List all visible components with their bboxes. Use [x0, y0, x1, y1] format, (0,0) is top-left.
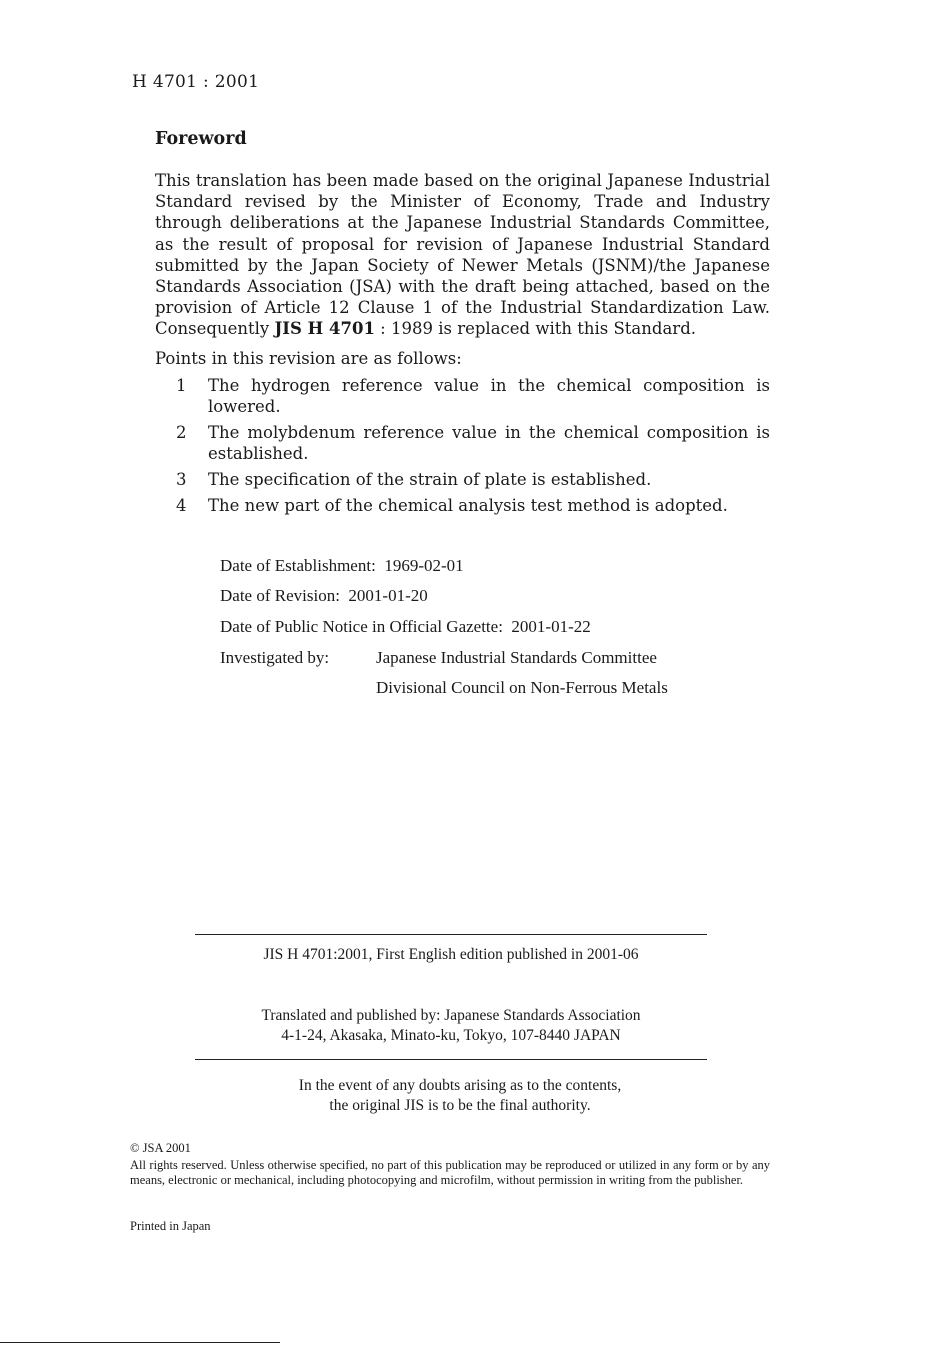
revision-label: Date of Revision:	[220, 586, 340, 605]
investigated-by-committee: Japanese Industrial Standards Committee	[376, 648, 657, 667]
edition-line: JIS H 4701:2001, First English edition published in 2001-06	[263, 946, 639, 963]
notice-value: 2001-01-22	[511, 617, 591, 636]
revision-point-text: The specification of the strain of plate is established.	[208, 470, 652, 489]
authority-note-line1: In the event of any doubts arising as to the contents,	[298, 1077, 622, 1094]
revision-point	[176, 423, 770, 464]
document-code: H 4701 : 2001	[132, 72, 260, 92]
revision-point-number: 1	[176, 376, 187, 395]
points-intro: Points in this revision are as follows:	[155, 349, 462, 368]
revision-value: 2001-01-20	[348, 586, 428, 605]
revision-point-number: 3	[176, 470, 187, 489]
foreword-paragraph-start: This translation has been made based on the original Japanese Industrial Standard revised by the Minister of Economy, Trade and Industry through deliberations at the Japanese Industrial Standards Committee, as the result of proposal for revision of Japanese Industrial Standard submitted by the Japan Society of Newer Metals (JSNM)/the Japanese Standards Association (JSA) with the draft being attached, based on the provision of Article 12 Clause 1 of the Industrial Standardization Law. Consequently	[155, 171, 770, 339]
copyright-rights: All rights reserved. Unless otherwise specified, no part of this publication may be reproduced or utilized in any form or by any means, electronic or mechanical, including photocopying and microfilm, without permission in writing from the publisher.	[130, 1158, 770, 1188]
authority-note-line2: the original JIS is to be the final authority.	[329, 1097, 591, 1114]
foreword-paragraph	[155, 170, 770, 340]
establishment-date	[220, 556, 464, 576]
revision-point-text: The new part of the chemical analysis test method is adopted.	[208, 496, 728, 515]
middle-divider	[195, 1059, 707, 1060]
publisher-address: 4-1-24, Akasaka, Minato-ku, Tokyo, 107-8440 JAPAN	[281, 1027, 621, 1044]
standard-reference: JIS H 4701	[274, 319, 375, 339]
foreword-paragraph-end: : 1989 is replaced with this Standard.	[374, 319, 696, 339]
establishment-label: Date of Establishment:	[220, 556, 376, 575]
translated-by-line: Translated and published by: Japanese Standards Association	[261, 1007, 641, 1024]
top-divider	[195, 934, 707, 935]
notice-label: Date of Public Notice in Official Gazette:	[220, 617, 503, 636]
revision-point-text: The hydrogen reference value in the chemical composition is lowered.	[208, 376, 770, 416]
revision-point-text: The molybdenum reference value in the chemical composition is established.	[208, 423, 770, 463]
revision-point-number: 2	[176, 423, 187, 442]
printed-in: Printed in Japan	[130, 1219, 211, 1233]
public-notice-date	[220, 617, 591, 637]
establishment-value: 1969-02-01	[384, 556, 464, 575]
copyright-notice: © JSA 2001	[130, 1141, 191, 1155]
revision-point	[176, 496, 770, 517]
investigated-by-council: Divisional Council on Non-Ferrous Metals	[376, 678, 668, 697]
revision-point	[176, 470, 770, 491]
foreword-title: Foreword	[155, 129, 247, 149]
revision-date	[220, 586, 428, 606]
revision-point-number: 4	[176, 496, 187, 515]
investigated-by-label: Investigated by:	[220, 648, 330, 667]
page-edge-line	[0, 1342, 280, 1343]
revision-point	[176, 376, 770, 417]
